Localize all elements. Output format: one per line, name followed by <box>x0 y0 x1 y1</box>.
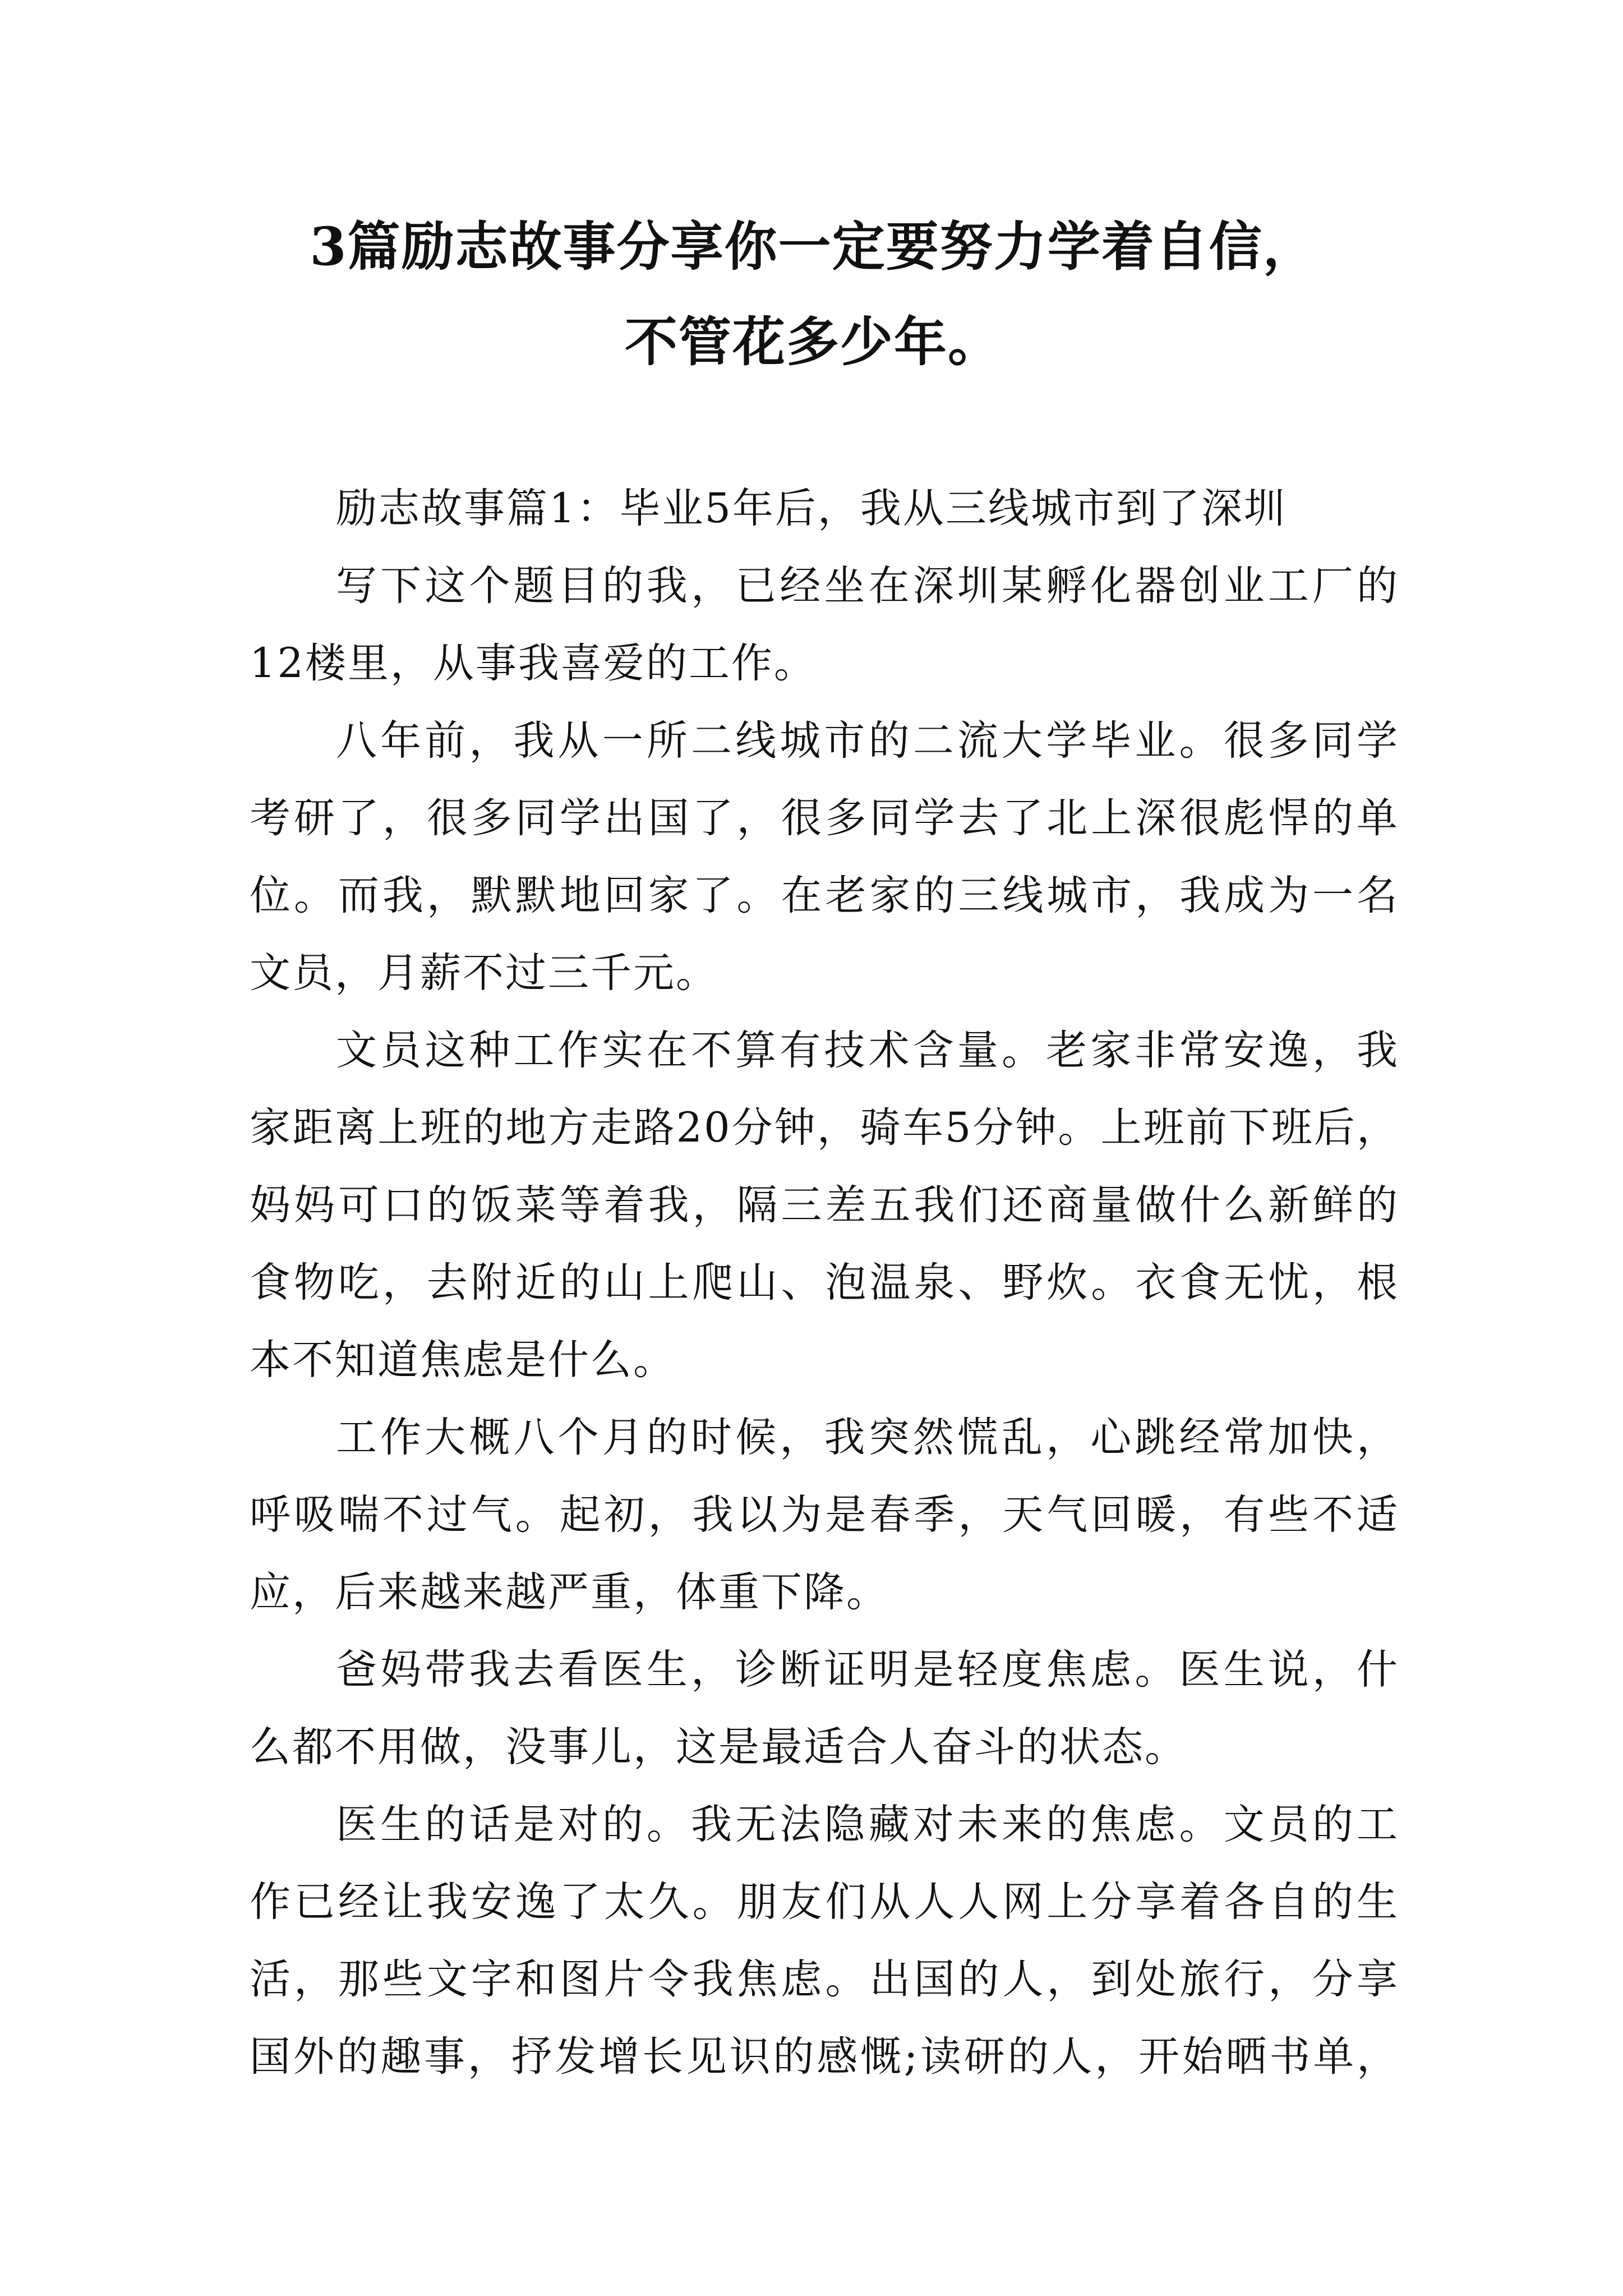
paragraph-4: 工作大概八个月的时候，我突然慌乱，心跳经常加快，呼吸喘不过气。起初，我以为是春季，天气回暖，有些不适应，后来越来越严重，体重下降。 <box>250 1414 1399 1616</box>
title-line-2: 不管花多少年。 <box>624 311 1002 373</box>
paragraph-5: 爸妈带我去看医生，诊断证明是轻度焦虑。医生说，什么都不用做，没事儿，这是最适合人奋斗的状态。 <box>250 1646 1399 1771</box>
story-heading: 励志故事篇1：毕业5年后，我从三线城市到了深圳 <box>336 485 1287 532</box>
document-title <box>241 199 1385 390</box>
document-body <box>250 470 1399 2096</box>
paragraph-2: 八年前，我从一所二线城市的二流大学毕业。很多同学考研了，很多同学出国了，很多同学去了北上深很彪悍的单位。而我，默默地回家了。在老家的三线城市，我成为一名文员，月薪不过三千元。 <box>250 717 1399 997</box>
paragraph-6: 医生的话是对的。我无法隐藏对未来的焦虑。文员的工作已经让我安逸了太久。朋友们从人人网上分享着各自的生活，那些文字和图片令我焦虑。出国的人，到处旅行，分享国外的趣事，抒发增长见识的感慨;读研的人，开始晒书单， <box>250 1801 1399 2081</box>
paragraph-3: 文员这种工作实在不算有技术含量。老家非常安逸，我家距离上班的地方走路20分钟，骑车5分钟。上班前下班后，妈妈可口的饭菜等着我，隔三差五我们还商量做什么新鲜的食物吃，去附近的山上爬山、泡温泉、野炊。衣食无忧，根本不知道焦虑是什么。 <box>250 1027 1399 1384</box>
paragraph-1: 写下这个题目的我，已经坐在深圳某孵化器创业工厂的12楼里，从事我喜爱的工作。 <box>250 562 1399 687</box>
title-line-1: 3篇励志故事分享你一定要努力学着自信， <box>310 216 1317 278</box>
